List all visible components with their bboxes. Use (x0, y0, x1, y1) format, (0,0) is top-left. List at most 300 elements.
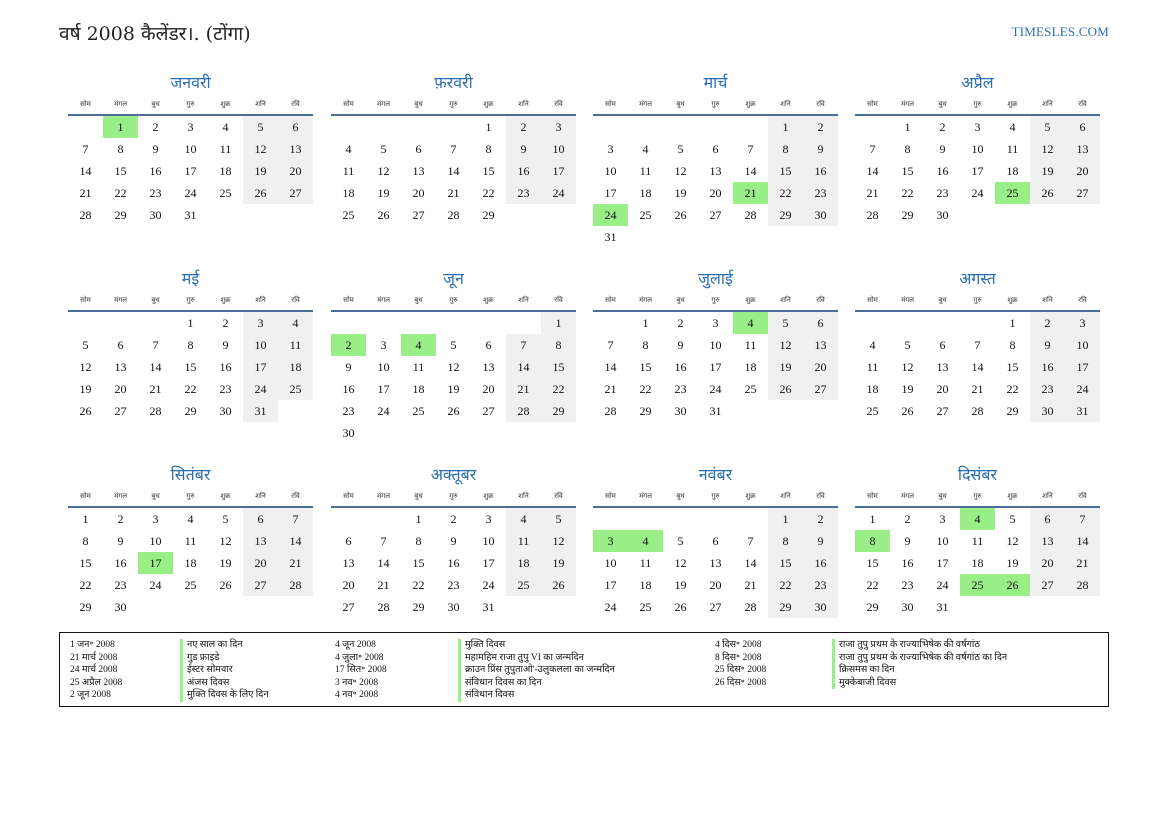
day-cell: 21 (447, 186, 460, 200)
day-cell: 11 (184, 534, 197, 548)
day-cell: 28 (278, 574, 313, 596)
weekday-label: रवि (816, 296, 825, 304)
day-cell: 12 (674, 556, 687, 570)
day-cell: 21 (79, 186, 92, 200)
day-cell: 8 (82, 534, 89, 548)
day-cell: 19 (243, 160, 278, 182)
weekday-header (331, 98, 576, 116)
day-cell: 24 (243, 378, 278, 400)
day-cell: 14 (377, 556, 390, 570)
weekday-label: रवि (816, 492, 825, 500)
legend-holiday-name: राजा तुपु प्रथम के राज्याभिषेक की वर्षगांठ का दिन (832, 652, 1007, 665)
day-cell: 7 (869, 142, 876, 156)
day-cell: 6 (345, 534, 352, 548)
holiday-day-cell: 25 (960, 574, 995, 596)
day-cell: 4 (222, 120, 229, 134)
weekday-label: मंगल (901, 100, 914, 108)
day-cell: 14 (506, 356, 541, 378)
weekday-label: सोम (867, 492, 878, 500)
empty-cell (698, 508, 733, 530)
day-cell: 31 (184, 208, 197, 222)
holiday-day-cell: 4 (628, 530, 663, 552)
day-cell: 7 (747, 534, 754, 548)
weekday-label: शनि (518, 492, 529, 500)
empty-cell (331, 312, 366, 334)
day-cell: 25 (506, 574, 541, 596)
day-cell: 28 (377, 600, 390, 614)
day-cell: 9 (803, 138, 838, 160)
weekday-label: मंगल (114, 296, 127, 304)
day-cell: 20 (1030, 552, 1065, 574)
day-cell: 20 (936, 382, 949, 396)
legend-holiday-name: राजा तुपु प्रथम के राज्याभिषेक की वर्षगांठ (832, 639, 1007, 652)
day-cell: 27 (278, 182, 313, 204)
day-cell: 23 (901, 578, 914, 592)
day-cell: 18 (342, 186, 355, 200)
day-cell: 22 (184, 382, 197, 396)
day-cell: 6 (243, 508, 278, 530)
legend-date: 4 नव॰ 2008 (335, 690, 379, 700)
legend-dates-1 (70, 639, 122, 702)
day-cell: 11 (412, 360, 425, 374)
day-cell: 26 (901, 404, 914, 418)
day-cell: 27 (803, 378, 838, 400)
day-cell: 28 (604, 404, 617, 418)
day-cell: 12 (768, 334, 803, 356)
day-cell: 28 (1065, 574, 1100, 596)
empty-cell (436, 116, 471, 138)
legend-holiday-name: क्रिसमस का दिन (832, 664, 1007, 677)
day-cell: 21 (604, 382, 617, 396)
day-cell: 14 (1065, 530, 1100, 552)
day-cell: 13 (1030, 530, 1065, 552)
day-cell: 28 (866, 208, 879, 222)
weekday-label: शुक्र (220, 296, 231, 304)
day-cell: 21 (744, 578, 757, 592)
day-cell: 5 (541, 508, 576, 530)
day-cell: 2 (677, 316, 684, 330)
day-cell: 12 (901, 360, 914, 374)
day-cell: 12 (377, 164, 390, 178)
day-cell: 24 (709, 382, 722, 396)
day-cell: 1 (1009, 316, 1016, 330)
month-12 (855, 464, 1100, 618)
weekday-label: सोम (867, 100, 878, 108)
weekday-label: मंगल (377, 492, 390, 500)
weekday-label: गुरु (973, 100, 982, 108)
day-cell: 5 (1009, 512, 1016, 526)
weekday-label: सोम (80, 100, 91, 108)
day-cell: 22 (768, 574, 803, 596)
day-cell: 11 (1006, 142, 1019, 156)
month-name: फ़रवरी (434, 73, 473, 92)
day-cell: 9 (939, 142, 946, 156)
legend-date: 2 जून 2008 (70, 690, 111, 700)
empty-cell (366, 312, 401, 334)
day-cell: 23 (803, 574, 838, 596)
weekday-label: रवि (291, 296, 300, 304)
weekday-header (331, 490, 576, 508)
weekday-label: बुध (151, 492, 160, 500)
day-cell: 15 (768, 552, 803, 574)
day-cell: 8 (642, 338, 649, 352)
day-cell: 3 (152, 512, 159, 526)
day-cell: 15 (768, 160, 803, 182)
weekday-header (593, 490, 838, 508)
day-cell: 14 (744, 164, 757, 178)
day-cell: 8 (904, 142, 911, 156)
day-cell: 26 (243, 182, 278, 204)
day-cell: 4 (506, 508, 541, 530)
day-cell: 17 (1065, 356, 1100, 378)
day-cell: 25 (342, 208, 355, 222)
page-title: वर्ष 2008 कैलेंडर।. (टोंगा) (59, 23, 251, 45)
day-cell: 30 (114, 600, 127, 614)
day-cell: 29 (114, 208, 127, 222)
day-cell: 24 (377, 404, 390, 418)
legend-holiday-name: मुक्ति दिवस के लिए दिन (180, 689, 269, 702)
weekday-header (855, 490, 1100, 508)
holiday-day-cell: 4 (733, 312, 768, 334)
weekday-label: रवि (1078, 296, 1087, 304)
day-cell: 5 (1030, 116, 1065, 138)
legend-holiday-name: संविधान दिवस का दिन (458, 677, 615, 690)
day-grid (68, 508, 313, 618)
day-cell: 16 (506, 160, 541, 182)
day-cell: 6 (712, 142, 719, 156)
day-cell: 20 (709, 186, 722, 200)
day-cell: 26 (674, 600, 687, 614)
month-5 (68, 268, 313, 422)
legend-holiday-name: संविधान दिवस (458, 689, 615, 702)
day-cell: 26 (219, 578, 232, 592)
empty-cell (663, 116, 698, 138)
day-cell: 31 (709, 404, 722, 418)
day-cell: 6 (1065, 116, 1100, 138)
month-name: अप्रैल (961, 73, 994, 92)
weekday-label: बुध (151, 100, 160, 108)
day-cell: 21 (971, 382, 984, 396)
day-cell: 14 (149, 360, 162, 374)
empty-cell (366, 116, 401, 138)
legend-date: 3 नव॰ 2008 (335, 677, 379, 688)
day-cell: 12 (541, 530, 576, 552)
weekday-label: मंगल (639, 492, 652, 500)
day-cell: 12 (674, 164, 687, 178)
weekday-header (593, 98, 838, 116)
holiday-day-cell: 3 (593, 530, 628, 552)
weekday-label: रवि (1078, 492, 1087, 500)
weekday-label: गुरु (186, 296, 195, 304)
legend-names-2 (458, 639, 615, 702)
day-grid (68, 312, 313, 422)
legend-names-1 (180, 639, 269, 702)
day-cell: 15 (114, 164, 127, 178)
day-cell: 30 (674, 404, 687, 418)
day-cell: 11 (639, 164, 652, 178)
holiday-day-cell: 26 (995, 574, 1030, 596)
day-cell: 2 (117, 512, 124, 526)
day-cell: 13 (709, 556, 722, 570)
day-cell: 10 (541, 138, 576, 160)
day-cell: 3 (485, 512, 492, 526)
day-cell: 23 (506, 182, 541, 204)
day-cell: 27 (936, 404, 949, 418)
day-cell: 6 (803, 312, 838, 334)
day-cell: 9 (152, 142, 159, 156)
day-cell: 8 (768, 138, 803, 160)
day-cell: 20 (709, 578, 722, 592)
day-cell: 18 (278, 356, 313, 378)
weekday-label: रवि (291, 100, 300, 108)
day-cell: 19 (219, 556, 232, 570)
day-cell: 24 (482, 578, 495, 592)
holiday-day-cell: 2 (331, 334, 366, 356)
day-cell: 25 (639, 208, 652, 222)
day-cell: 2 (1030, 312, 1065, 334)
day-cell: 29 (1006, 404, 1019, 418)
day-cell: 1 (187, 316, 194, 330)
empty-cell (471, 312, 506, 334)
day-cell: 20 (803, 356, 838, 378)
weekday-label: शनि (518, 100, 529, 108)
weekday-label: रवि (554, 100, 563, 108)
empty-cell (855, 312, 890, 334)
day-cell: 23 (219, 382, 232, 396)
day-cell: 18 (184, 556, 197, 570)
day-cell: 10 (604, 556, 617, 570)
day-cell: 29 (482, 208, 495, 222)
day-cell: 10 (709, 338, 722, 352)
day-cell: 3 (939, 512, 946, 526)
day-cell: 2 (904, 512, 911, 526)
empty-cell (628, 508, 663, 530)
weekday-label: सोम (343, 492, 354, 500)
day-cell: 13 (342, 556, 355, 570)
day-cell: 25 (866, 404, 879, 418)
day-cell: 26 (768, 378, 803, 400)
day-cell: 27 (709, 208, 722, 222)
holiday-day-cell: 25 (995, 182, 1030, 204)
weekday-label: गुरु (449, 296, 458, 304)
day-cell: 3 (607, 142, 614, 156)
day-cell: 16 (803, 160, 838, 182)
day-cell: 9 (677, 338, 684, 352)
weekday-label: बुध (938, 492, 947, 500)
weekday-label: रवि (1078, 100, 1087, 108)
weekday-label: गुरु (186, 100, 195, 108)
day-cell: 15 (901, 164, 914, 178)
month-name: दिसंबर (957, 465, 998, 484)
day-cell: 23 (342, 404, 355, 418)
day-cell: 16 (803, 552, 838, 574)
day-cell: 26 (541, 574, 576, 596)
day-cell: 29 (541, 400, 576, 422)
day-cell: 19 (674, 186, 687, 200)
day-cell: 15 (184, 360, 197, 374)
day-cell: 2 (506, 116, 541, 138)
day-cell: 22 (866, 578, 879, 592)
day-cell: 26 (377, 208, 390, 222)
day-cell: 19 (1006, 556, 1019, 570)
day-cell: 7 (1065, 508, 1100, 530)
weekday-label: मंगल (901, 296, 914, 304)
day-cell: 29 (639, 404, 652, 418)
day-cell: 13 (482, 360, 495, 374)
day-cell: 31 (482, 600, 495, 614)
legend-names-3 (832, 639, 1007, 689)
holiday-legend (59, 632, 1109, 707)
day-cell: 27 (114, 404, 127, 418)
weekday-label: शनि (255, 296, 266, 304)
weekday-label: बुध (676, 100, 685, 108)
weekday-label: मंगल (639, 100, 652, 108)
weekday-label: शुक्र (745, 100, 756, 108)
day-cell: 2 (222, 316, 229, 330)
day-cell: 11 (506, 530, 541, 552)
day-cell: 15 (639, 360, 652, 374)
day-cell: 26 (674, 208, 687, 222)
holiday-day-cell: 24 (593, 204, 628, 226)
day-cell: 17 (604, 578, 617, 592)
month-8 (855, 268, 1100, 422)
legend-date: 21 मार्च 2008 (70, 652, 118, 663)
day-cell: 17 (936, 556, 949, 570)
day-cell: 1 (869, 512, 876, 526)
month-1 (68, 72, 313, 226)
day-cell: 21 (149, 382, 162, 396)
day-cell: 18 (219, 164, 232, 178)
weekday-label: मंगल (377, 296, 390, 304)
month-name: जनवरी (170, 73, 211, 92)
day-cell: 10 (604, 164, 617, 178)
month-9 (68, 464, 313, 618)
day-cell: 12 (1006, 534, 1019, 548)
day-grid (855, 508, 1100, 618)
day-cell: 16 (219, 360, 232, 374)
site-link[interactable]: TIMESLES.COM (1011, 24, 1109, 39)
day-grid (593, 116, 838, 248)
day-cell: 19 (768, 356, 803, 378)
month-name: जून (443, 269, 464, 288)
legend-holiday-name: नए साल का दिन (180, 639, 269, 652)
empty-cell (733, 116, 768, 138)
day-grid (855, 312, 1100, 422)
day-cell: 30 (447, 600, 460, 614)
day-cell: 4 (278, 312, 313, 334)
day-cell: 8 (541, 334, 576, 356)
empty-cell (366, 508, 401, 530)
day-cell: 30 (149, 208, 162, 222)
day-cell: 16 (149, 164, 162, 178)
day-cell: 1 (541, 312, 576, 334)
day-cell: 29 (866, 600, 879, 614)
day-cell: 24 (971, 186, 984, 200)
day-cell: 29 (79, 600, 92, 614)
day-cell: 25 (278, 378, 313, 400)
day-cell: 4 (642, 142, 649, 156)
day-cell: 31 (604, 230, 617, 244)
empty-cell (960, 312, 995, 334)
day-cell: 6 (117, 338, 124, 352)
day-cell: 11 (219, 142, 232, 156)
day-cell: 5 (768, 312, 803, 334)
day-cell: 30 (936, 208, 949, 222)
day-cell: 27 (709, 600, 722, 614)
day-cell: 1 (82, 512, 89, 526)
day-cell: 8 (485, 142, 492, 156)
day-cell: 9 (803, 530, 838, 552)
day-cell: 7 (278, 508, 313, 530)
day-cell: 24 (936, 578, 949, 592)
day-cell: 3 (1065, 312, 1100, 334)
day-cell: 19 (79, 382, 92, 396)
weekday-label: शनि (780, 492, 791, 500)
month-name: मई (181, 269, 200, 288)
weekday-label: सोम (80, 492, 91, 500)
weekday-label: गुरु (711, 492, 720, 500)
empty-cell (663, 508, 698, 530)
day-cell: 9 (450, 534, 457, 548)
day-cell: 17 (482, 556, 495, 570)
day-cell: 11 (342, 164, 355, 178)
day-cell: 11 (744, 338, 757, 352)
day-cell: 14 (79, 164, 92, 178)
day-cell: 24 (149, 578, 162, 592)
day-cell: 3 (243, 312, 278, 334)
day-cell: 4 (869, 338, 876, 352)
day-cell: 25 (219, 186, 232, 200)
day-cell: 13 (936, 360, 949, 374)
day-cell: 20 (1065, 160, 1100, 182)
day-cell: 12 (1030, 138, 1065, 160)
day-cell: 20 (412, 186, 425, 200)
day-cell: 1 (768, 116, 803, 138)
weekday-label: मंगल (639, 296, 652, 304)
holiday-day-cell: 4 (960, 508, 995, 530)
weekday-label: सोम (867, 296, 878, 304)
day-cell: 13 (803, 334, 838, 356)
day-cell: 6 (939, 338, 946, 352)
day-cell: 21 (377, 578, 390, 592)
day-cell: 15 (482, 164, 495, 178)
empty-cell (890, 312, 925, 334)
day-cell: 30 (219, 404, 232, 418)
day-cell: 10 (377, 360, 390, 374)
day-cell: 6 (278, 116, 313, 138)
day-cell: 27 (342, 600, 355, 614)
day-cell: 7 (506, 334, 541, 356)
month-name: मार्च (703, 73, 728, 92)
day-cell: 30 (803, 596, 838, 618)
day-cell: 10 (184, 142, 197, 156)
day-cell: 20 (114, 382, 127, 396)
day-cell: 4 (345, 142, 352, 156)
day-cell: 11 (866, 360, 879, 374)
weekday-label: बुध (938, 100, 947, 108)
weekday-label: शुक्र (483, 100, 494, 108)
day-cell: 19 (1030, 160, 1065, 182)
weekday-label: मंगल (901, 492, 914, 500)
day-cell: 5 (222, 512, 229, 526)
day-cell: 26 (1030, 182, 1065, 204)
legend-date: 4 जुला॰ 2008 (335, 652, 384, 663)
weekday-label: शनि (518, 296, 529, 304)
day-cell: 16 (342, 382, 355, 396)
day-cell: 11 (971, 534, 984, 548)
day-cell: 10 (971, 142, 984, 156)
weekday-label: शुक्र (483, 296, 494, 304)
